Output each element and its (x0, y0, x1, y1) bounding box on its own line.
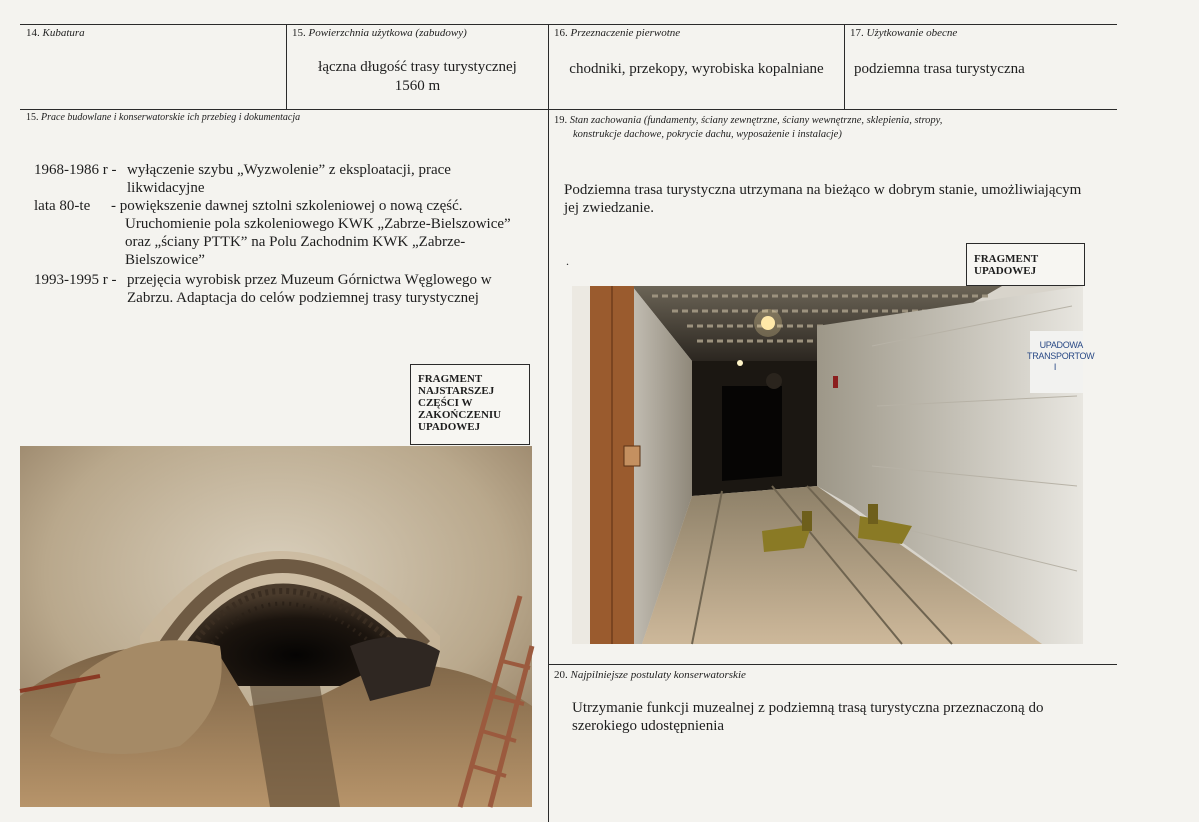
history-text: przejęcia wyrobisk przez Muzeum Górnictwa Węglowego w (127, 272, 492, 288)
field-15-label (292, 27, 467, 40)
caption-line: CZĘŚCI W (418, 397, 473, 409)
sign-line: UPADOWA (1039, 340, 1083, 350)
header-bottom-rule (20, 109, 1117, 110)
field-17-number: 17. (850, 27, 864, 39)
field-15-value (287, 58, 548, 96)
history-text: likwidacyjne (127, 180, 205, 196)
photo-arched-tunnel (20, 446, 532, 807)
field-prace-label (26, 111, 300, 124)
history-text: wyłączenie szybu „Wyzwolenie” z eksploatacji, prace (127, 162, 451, 178)
field-16-value: chodniki, przekopy, wyrobiska kopalniane (569, 61, 824, 77)
caption-line: FRAGMENT (418, 373, 483, 385)
field-16-number: 16. (554, 27, 568, 39)
field-19-label (554, 114, 942, 142)
history-year: 1968-1986 r - (34, 162, 117, 178)
field-17-label (850, 27, 957, 40)
field-17-text: Użytkowanie obecne (866, 27, 958, 39)
history-text: Zabrzu. Adaptacja do celów podziemnej trasy turystycznej (127, 290, 479, 306)
caption-line: NAJSTARSZEJ (418, 385, 495, 397)
stray-dot: . (566, 254, 569, 268)
field-20-value-line2: szerokiego udostępnienia (572, 718, 725, 734)
field-14-text: Kubatura (42, 27, 85, 39)
field-19-text-line1: Stan zachowania (fundamenty, ściany zewnętrzne, ściany wewnętrzne, sklepienia, stropy, (569, 115, 943, 126)
field-14-number: 14. (26, 27, 40, 39)
field-19-value-line1: Podziemna trasa turystyczna utrzymana na bieżąco w dobrym stanie, umożliwiającym (564, 182, 1082, 198)
photo-mine-corridor (572, 286, 1095, 644)
field-prace-text: Prace budowlane i konserwatorskie ich przebieg i dokumentacja (41, 112, 301, 123)
caption-line: ZAKOŃCZENIU (418, 409, 502, 421)
field-20-text: Najpilniejsze postulaty konserwatorskie (570, 669, 746, 681)
field-prace-number: 15. (26, 112, 39, 123)
sign-line: I (1053, 362, 1057, 372)
history-text: oraz „ściany PTTK” na Polu Zachodnim KWK „Zabrze- (125, 234, 466, 250)
postulaty-top-rule (548, 664, 1117, 665)
divider-16-17 (844, 24, 845, 109)
history-year: 1993-1995 r - (34, 272, 117, 288)
field-16-label (554, 27, 680, 40)
field-15-number: 15. (292, 27, 306, 39)
field-20-number: 20. (554, 669, 568, 681)
field-15-value-line2: 1560 m (394, 78, 441, 94)
field-19-text-line2: konstrukcje dachowe, pokrycie dachu, wyposażenie i instalacje) (573, 129, 842, 140)
field-19-value (564, 181, 1081, 217)
field-19-number: 19. (554, 115, 568, 126)
top-rule (20, 24, 1117, 25)
history-text: - powiększenie dawnej sztolni szkoleniowej o nową część. (111, 198, 463, 214)
field-14-label (26, 27, 85, 40)
photo-caption-left (410, 364, 530, 445)
field-15-value-line1: łączna długość trasy turystycznej (318, 59, 517, 75)
divider-main (548, 24, 549, 822)
field-17-value: podziemna trasa turystyczna (854, 61, 1025, 77)
field-20-value (572, 699, 1043, 735)
field-20-label (554, 669, 746, 682)
field-15-text: Powierzchnia użytkowa (zabudowy) (308, 27, 467, 39)
field-19-value-line2: jej zwiedzanie. (564, 200, 654, 216)
photo-caption-right (966, 243, 1085, 286)
caption-line: UPADOWEJ (974, 265, 1037, 277)
field-16-text: Przeznaczenie pierwotne (570, 27, 681, 39)
history-year: lata 80-te (34, 198, 91, 214)
photo-wall-sign (1027, 340, 1095, 373)
caption-line: UPADOWEJ (418, 421, 481, 433)
sign-line: TRANSPORTOW (1027, 351, 1095, 361)
field-20-value-line1: Utrzymanie funkcji muzealnej z podziemną trasą turystyczna przeznaczoną do (572, 700, 1044, 716)
history-text: Bielszowice” (125, 252, 205, 268)
history-text: Uruchomienie pola szkoleniowego KWK „Zabrze-Bielszowice” (125, 216, 511, 232)
caption-line: FRAGMENT (974, 253, 1039, 265)
